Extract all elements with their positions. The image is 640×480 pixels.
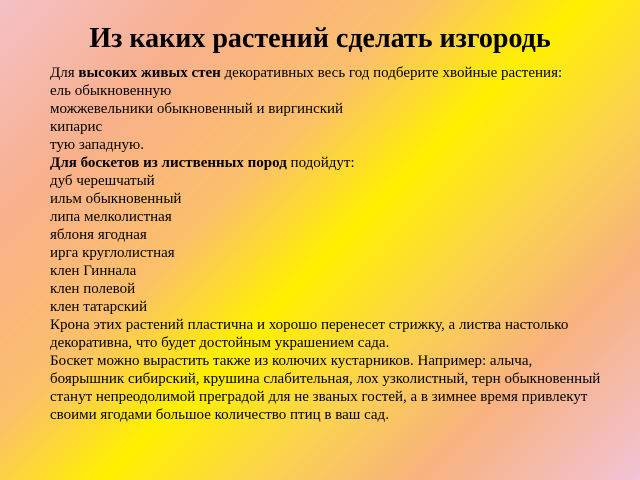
deciduous-intro [50, 154, 610, 172]
slide-title: Из каких растений сделать изгородь [89, 23, 551, 54]
slide-body [50, 64, 610, 424]
conifer-intro-suffix: декоративных весь год подберите хвойные растения: [220, 65, 563, 81]
deciduous-item: клен полевой [50, 281, 136, 297]
deciduous-item: клен Гиннала [50, 263, 137, 279]
pruning-paragraph: Крона этих растений пластична и хорошо перенесет стрижку, а листва настолько декоративна, что будет достойным украшением сада. [50, 317, 569, 351]
deciduous-item: ирга круглолистная [50, 245, 175, 261]
conifer-item: кипарис [50, 119, 103, 135]
deciduous-intro-suffix: подойдут: [286, 155, 355, 171]
deciduous-item: липа мелколистная [50, 209, 172, 225]
conifer-item: тую западную. [50, 137, 144, 153]
deciduous-item: клен татарский [50, 299, 148, 315]
deciduous-item: дуб черешчатый [50, 173, 155, 189]
conifer-item: ель обыкновенную [50, 83, 172, 99]
deciduous-intro-bold: Для боскетов из лиственных пород [50, 155, 287, 171]
conifer-item: можжевельники обыкновенный и виргинский [50, 101, 344, 117]
thorny-shrubs-paragraph: Боскет можно вырастить также из колючих кустарников. Например: алыча, боярышник сибирский, крушина слабительная, лох узколистный, терн обыкновенный станут непреодолимой преградой для не званых гостей, а в зимнее время привлекут своими ягодами большое количество птиц в ваш сад. [50, 353, 601, 423]
conifer-intro [50, 64, 610, 82]
conifer-intro-bold: высоких живых стен [78, 65, 221, 81]
conifer-intro-prefix: Для [50, 65, 79, 81]
deciduous-item: яблоня ягодная [50, 227, 147, 243]
deciduous-item: ильм обыкновенный [50, 191, 182, 207]
